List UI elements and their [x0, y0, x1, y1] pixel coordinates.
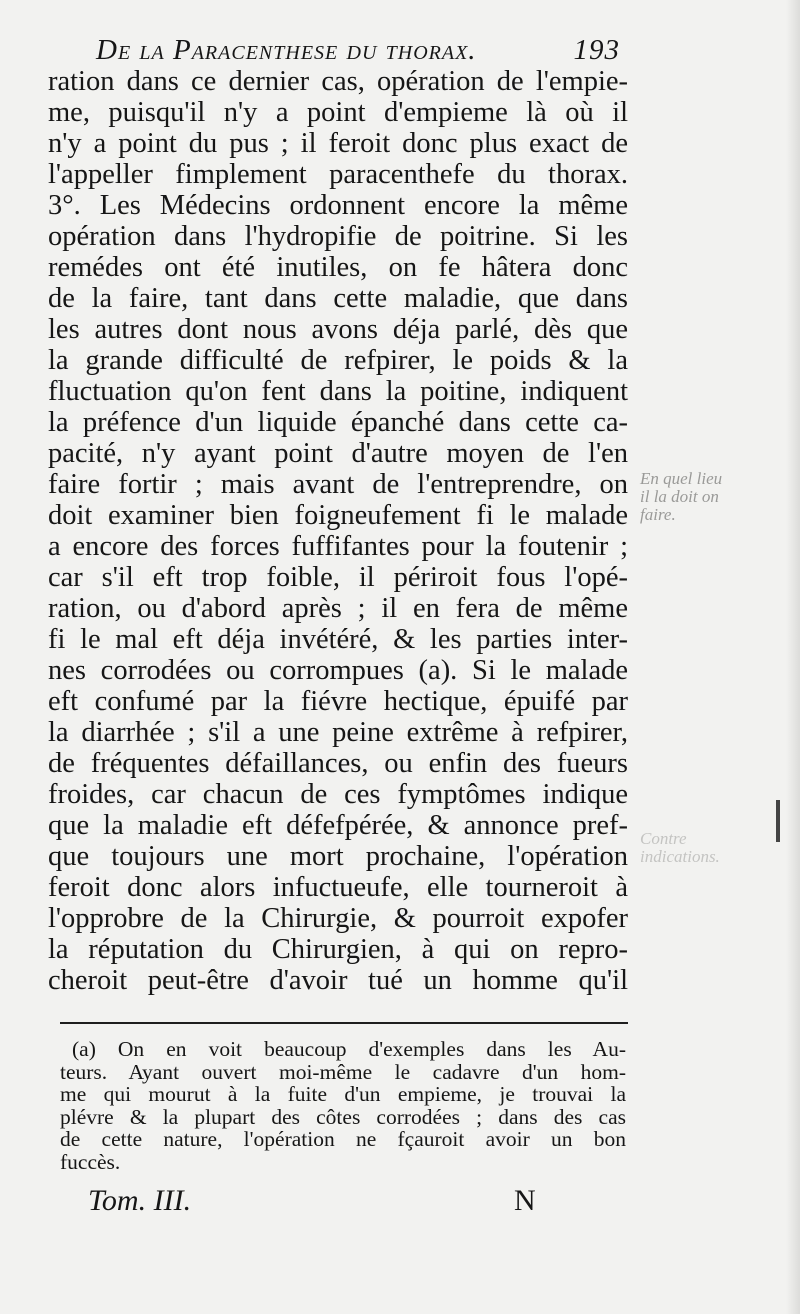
- volume-label: Tom. III.: [88, 1184, 192, 1217]
- text-line: la diarrhée ; s'il a une peine extrême à refpirer,: [48, 717, 628, 748]
- page-number: 193: [573, 34, 620, 66]
- footnote: [60, 1038, 626, 1173]
- bleed-through-margin-note: En quel lieu il la doit on faire.: [640, 469, 723, 524]
- text-line: faire fortir ; mais avant de l'entreprendre, on: [48, 469, 628, 500]
- text-line: la préfence d'un liquide épanché dans cette ca-: [48, 407, 628, 438]
- footnote-rule: [60, 1022, 628, 1024]
- signature-mark: N: [514, 1184, 536, 1217]
- footnote-line: fuccès.: [60, 1149, 121, 1174]
- text-line: car s'il eft trop foible, il périroit fous l'opé-: [48, 562, 628, 593]
- text-line: fi le mal eft déja invétéré, & les parties inter-: [48, 624, 628, 655]
- page-edge-shadow: [786, 0, 800, 1314]
- text-line: 3°. Les Médecins ordonnent encore la même: [48, 190, 628, 221]
- footnote-line: plévre & la plupart des côtes corrodées ; dans des cas: [60, 1104, 626, 1129]
- text-line: pacité, n'y ayant point d'autre moyen de l'en: [48, 438, 628, 469]
- text-line: l'opprobre de la Chirurgie, & pourroit expofer: [48, 903, 628, 934]
- text-line: n'y a point du pus ; il feroit donc plus exact de: [48, 128, 628, 159]
- page-footer: [82, 1184, 552, 1224]
- footnote-line: (a) On en voit beaucoup d'exemples dans les Au-: [72, 1037, 626, 1061]
- text-line: que toujours une mort prochaine, l'opération: [48, 841, 628, 872]
- text-line: nes corrodées ou corrompues (a). Si le malade: [48, 655, 628, 686]
- text-line: opération dans l'hydropifie de poitrine. Si les: [48, 221, 628, 252]
- text-line: a encore des forces fuffifantes pour la foutenir ;: [48, 531, 628, 562]
- footnote-line: teurs. Ayant ouvert moi-même le cadavre d'un hom-: [60, 1059, 626, 1084]
- text-line: la grande difficulté de refpirer, le poids & la: [48, 345, 628, 376]
- text-line: me, puisqu'il n'y a point d'empieme là où il: [48, 97, 628, 128]
- text-line: cheroit peut-être d'avoir tué un homme qu'il: [48, 965, 628, 996]
- text-line: feroit donc alors infuctueufe, elle tourneroit à: [48, 872, 628, 903]
- bleed-through-margin-note: Contre indications.: [640, 829, 720, 866]
- text-line: remédes ont été inutiles, on fe hâtera donc: [48, 252, 628, 283]
- text-line: froides, car chacun de ces fymptômes indique: [48, 779, 628, 810]
- footnote-line: de cette nature, l'opération ne fçauroit avoir un bon: [60, 1127, 626, 1151]
- text-line: doit examiner bien foigneufement fi le malade: [48, 500, 628, 531]
- text-line: que la maladie eft défefpérée, & annonce pref-: [48, 810, 628, 841]
- text-line: les autres dont nous avons déja parlé, dès que: [48, 314, 628, 345]
- running-title: De la Paracenthese du thorax.: [96, 34, 477, 66]
- text-line: l'appeller fimplement paracenthefe du thorax.: [48, 159, 628, 190]
- text-line: fluctuation qu'on fent dans la poitine, indiquent: [48, 376, 628, 407]
- text-line: de fréquentes défaillances, ou enfin des fueurs: [48, 748, 628, 779]
- text-line: la réputation du Chirurgien, à qui on repro-: [48, 934, 628, 965]
- text-line: de la faire, tant dans cette maladie, que dans: [48, 283, 628, 314]
- text-line: ration dans ce dernier cas, opération de l'empie-: [48, 66, 628, 97]
- text-line: ration, ou d'abord après ; il en fera de même: [48, 593, 628, 624]
- text-line: eft confumé par la fiévre hectique, épuifé par: [48, 686, 628, 717]
- margin-mark: [776, 800, 780, 842]
- footnote-line: me qui mourut à la fuite d'un empieme, je trouvai la: [60, 1082, 626, 1106]
- main-text: [48, 66, 628, 996]
